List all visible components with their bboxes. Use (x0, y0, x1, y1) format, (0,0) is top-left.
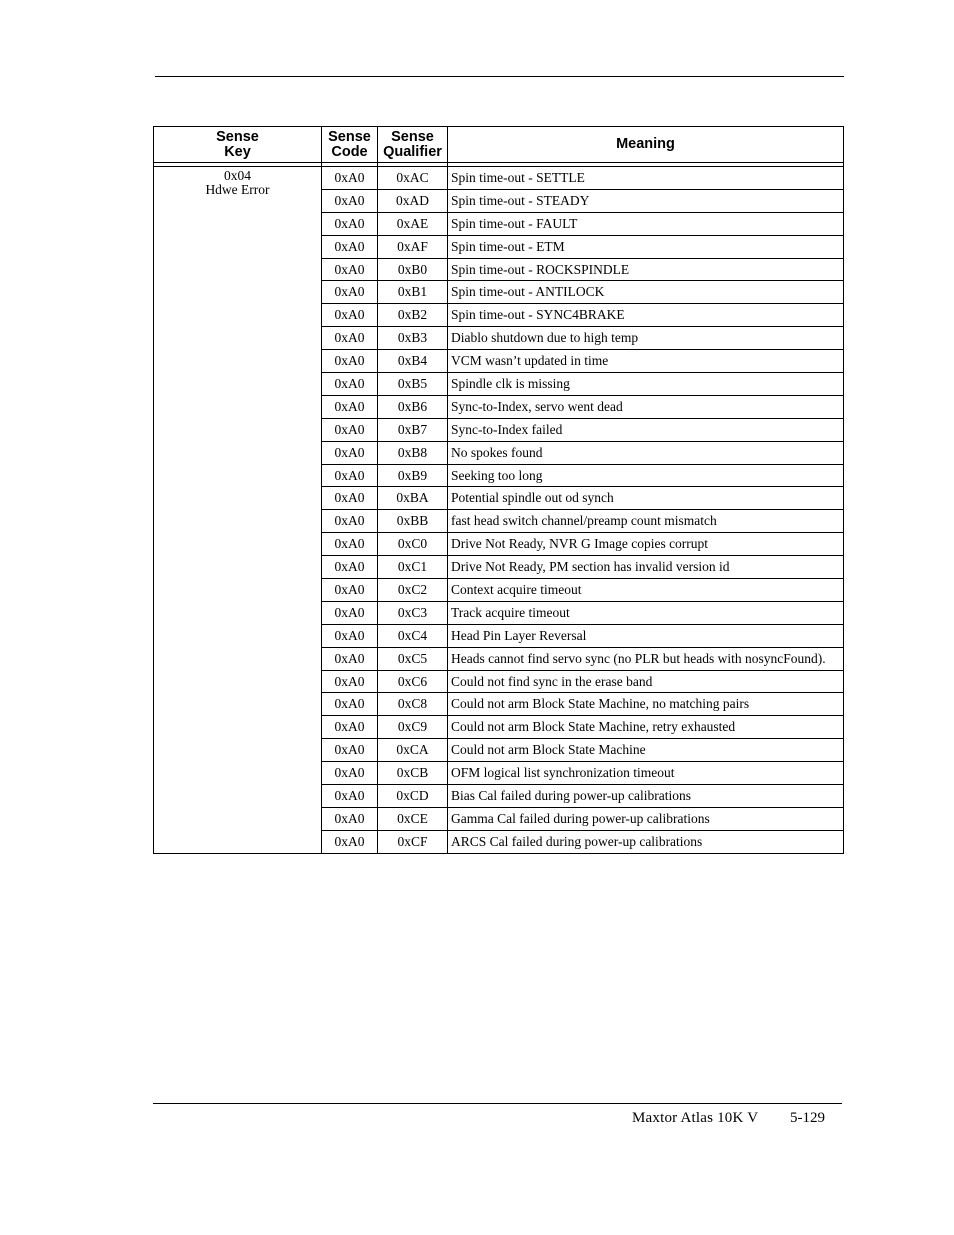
sense-qualifier-cell: 0xAD (378, 189, 448, 212)
meaning-cell: Could not arm Block State Machine, retry exhausted (448, 716, 844, 739)
meaning-cell: Spindle clk is missing (448, 373, 844, 396)
meaning-cell: Spin time-out - ANTILOCK (448, 281, 844, 304)
meaning-cell: Could not find sync in the erase band (448, 670, 844, 693)
sense-qualifier-cell: 0xC8 (378, 693, 448, 716)
sense-qualifier-cell: 0xB2 (378, 304, 448, 327)
meaning-cell: Track acquire timeout (448, 601, 844, 624)
sense-qualifier-cell: 0xAF (378, 235, 448, 258)
header-sense-code (322, 127, 378, 163)
sense-qualifier-cell: 0xCE (378, 807, 448, 830)
sense-qualifier-cell: 0xB4 (378, 350, 448, 373)
sense-qualifier-cell: 0xC1 (378, 556, 448, 579)
sense-code-cell: 0xA0 (322, 235, 378, 258)
sense-qualifier-cell: 0xCA (378, 739, 448, 762)
sense-code-cell: 0xA0 (322, 533, 378, 556)
meaning-cell: Spin time-out - STEADY (448, 189, 844, 212)
meaning-cell: Head Pin Layer Reversal (448, 624, 844, 647)
sense-code-cell: 0xA0 (322, 762, 378, 785)
sense-qualifier-cell: 0xCD (378, 785, 448, 808)
sense-qualifier-cell: 0xC0 (378, 533, 448, 556)
meaning-cell: Sync-to-Index failed (448, 418, 844, 441)
meaning-cell: OFM logical list synchronization timeout (448, 762, 844, 785)
meaning-cell: Seeking too long (448, 464, 844, 487)
sense-code-cell: 0xA0 (322, 487, 378, 510)
sense-code-cell: 0xA0 (322, 189, 378, 212)
sense-qualifier-cell: 0xAE (378, 212, 448, 235)
meaning-cell: Potential spindle out od synch (448, 487, 844, 510)
sense-code-cell: 0xA0 (322, 785, 378, 808)
meaning-cell: Spin time-out - ROCKSPINDLE (448, 258, 844, 281)
sense-code-cell: 0xA0 (322, 304, 378, 327)
meaning-cell: Spin time-out - SYNC4BRAKE (448, 304, 844, 327)
sense-qualifier-cell: 0xB6 (378, 395, 448, 418)
sense-qualifier-cell: 0xAC (378, 167, 448, 190)
header-sense-qualifier-line1: Sense (391, 128, 434, 145)
sense-code-cell: 0xA0 (322, 670, 378, 693)
sense-qualifier-cell: 0xBB (378, 510, 448, 533)
sense-code-cell: 0xA0 (322, 624, 378, 647)
sense-code-cell: 0xA0 (322, 395, 378, 418)
sense-qualifier-cell: 0xB9 (378, 464, 448, 487)
meaning-cell: No spokes found (448, 441, 844, 464)
header-sense-code-line2: Code (331, 143, 368, 160)
meaning-cell: Could not arm Block State Machine, no matching pairs (448, 693, 844, 716)
sense-qualifier-cell: 0xB0 (378, 258, 448, 281)
sense-code-cell: 0xA0 (322, 510, 378, 533)
sense-qualifier-cell: 0xC9 (378, 716, 448, 739)
sense-qualifier-cell: 0xB1 (378, 281, 448, 304)
sense-code-cell: 0xA0 (322, 441, 378, 464)
table-body (154, 167, 844, 854)
meaning-cell: Spin time-out - ETM (448, 235, 844, 258)
sense-code-cell: 0xA0 (322, 807, 378, 830)
top-rule (155, 76, 844, 77)
footer-title: Maxtor Atlas 10K V (632, 1110, 759, 1126)
meaning-cell: Drive Not Ready, PM section has invalid version id (448, 556, 844, 579)
bottom-rule (153, 1103, 842, 1104)
header-sense-key-line2: Key (224, 143, 251, 160)
sense-qualifier-cell: 0xC6 (378, 670, 448, 693)
table-row (154, 167, 844, 190)
sense-code-cell: 0xA0 (322, 647, 378, 670)
header-row (154, 127, 844, 163)
meaning-cell: Spin time-out - SETTLE (448, 167, 844, 190)
meaning-cell: ARCS Cal failed during power-up calibrations (448, 830, 844, 853)
sense-qualifier-cell: 0xC3 (378, 601, 448, 624)
meaning-cell: Sync-to-Index, servo went dead (448, 395, 844, 418)
sense-code-cell: 0xA0 (322, 212, 378, 235)
sense-qualifier-cell: 0xB8 (378, 441, 448, 464)
header-sense-key (154, 127, 322, 163)
meaning-cell: Diablo shutdown due to high temp (448, 327, 844, 350)
sense-code-cell: 0xA0 (322, 373, 378, 396)
sense-qualifier-cell: 0xCF (378, 830, 448, 853)
header-sense-code-line1: Sense (328, 128, 371, 145)
meaning-cell: Bias Cal failed during power-up calibrations (448, 785, 844, 808)
sense-qualifier-cell: 0xB5 (378, 373, 448, 396)
sense-qualifier-cell: 0xC5 (378, 647, 448, 670)
sense-qualifier-cell: 0xCB (378, 762, 448, 785)
sense-key-label: Hdwe Error (205, 182, 270, 197)
meaning-cell: Context acquire timeout (448, 579, 844, 602)
sense-key-cell (154, 167, 322, 854)
meaning-cell: VCM wasn’t updated in time (448, 350, 844, 373)
meaning-cell: Spin time-out - FAULT (448, 212, 844, 235)
sense-code-cell: 0xA0 (322, 350, 378, 373)
meaning-cell: fast head switch channel/preamp count mismatch (448, 510, 844, 533)
sense-code-cell: 0xA0 (322, 693, 378, 716)
sense-key-code: 0x04 (224, 168, 251, 183)
sense-code-cell: 0xA0 (322, 281, 378, 304)
meaning-cell: Drive Not Ready, NVR G Image copies corrupt (448, 533, 844, 556)
sense-code-cell: 0xA0 (322, 739, 378, 762)
meaning-cell: Heads cannot find servo sync (no PLR but heads with nosyncFound). (448, 647, 844, 670)
sense-qualifier-cell: 0xB3 (378, 327, 448, 350)
sense-code-cell: 0xA0 (322, 556, 378, 579)
sense-code-cell: 0xA0 (322, 579, 378, 602)
sense-code-cell: 0xA0 (322, 830, 378, 853)
sense-qualifier-cell: 0xC2 (378, 579, 448, 602)
sense-code-cell: 0xA0 (322, 464, 378, 487)
header-meaning: Meaning (448, 127, 844, 163)
sense-qualifier-cell: 0xC4 (378, 624, 448, 647)
page-number: 5-129 (790, 1110, 825, 1126)
sense-table (153, 126, 844, 854)
meaning-cell: Could not arm Block State Machine (448, 739, 844, 762)
sense-qualifier-cell: 0xB7 (378, 418, 448, 441)
header-sense-qualifier-line2: Qualifier (383, 143, 442, 160)
sense-code-cell: 0xA0 (322, 167, 378, 190)
sense-code-cell: 0xA0 (322, 418, 378, 441)
header-sense-key-line1: Sense (216, 128, 259, 145)
sense-code-cell: 0xA0 (322, 716, 378, 739)
sense-code-cell: 0xA0 (322, 327, 378, 350)
sense-qualifier-cell: 0xBA (378, 487, 448, 510)
sense-code-cell: 0xA0 (322, 601, 378, 624)
header-sense-qualifier (378, 127, 448, 163)
sense-code-cell: 0xA0 (322, 258, 378, 281)
meaning-cell: Gamma Cal failed during power-up calibrations (448, 807, 844, 830)
